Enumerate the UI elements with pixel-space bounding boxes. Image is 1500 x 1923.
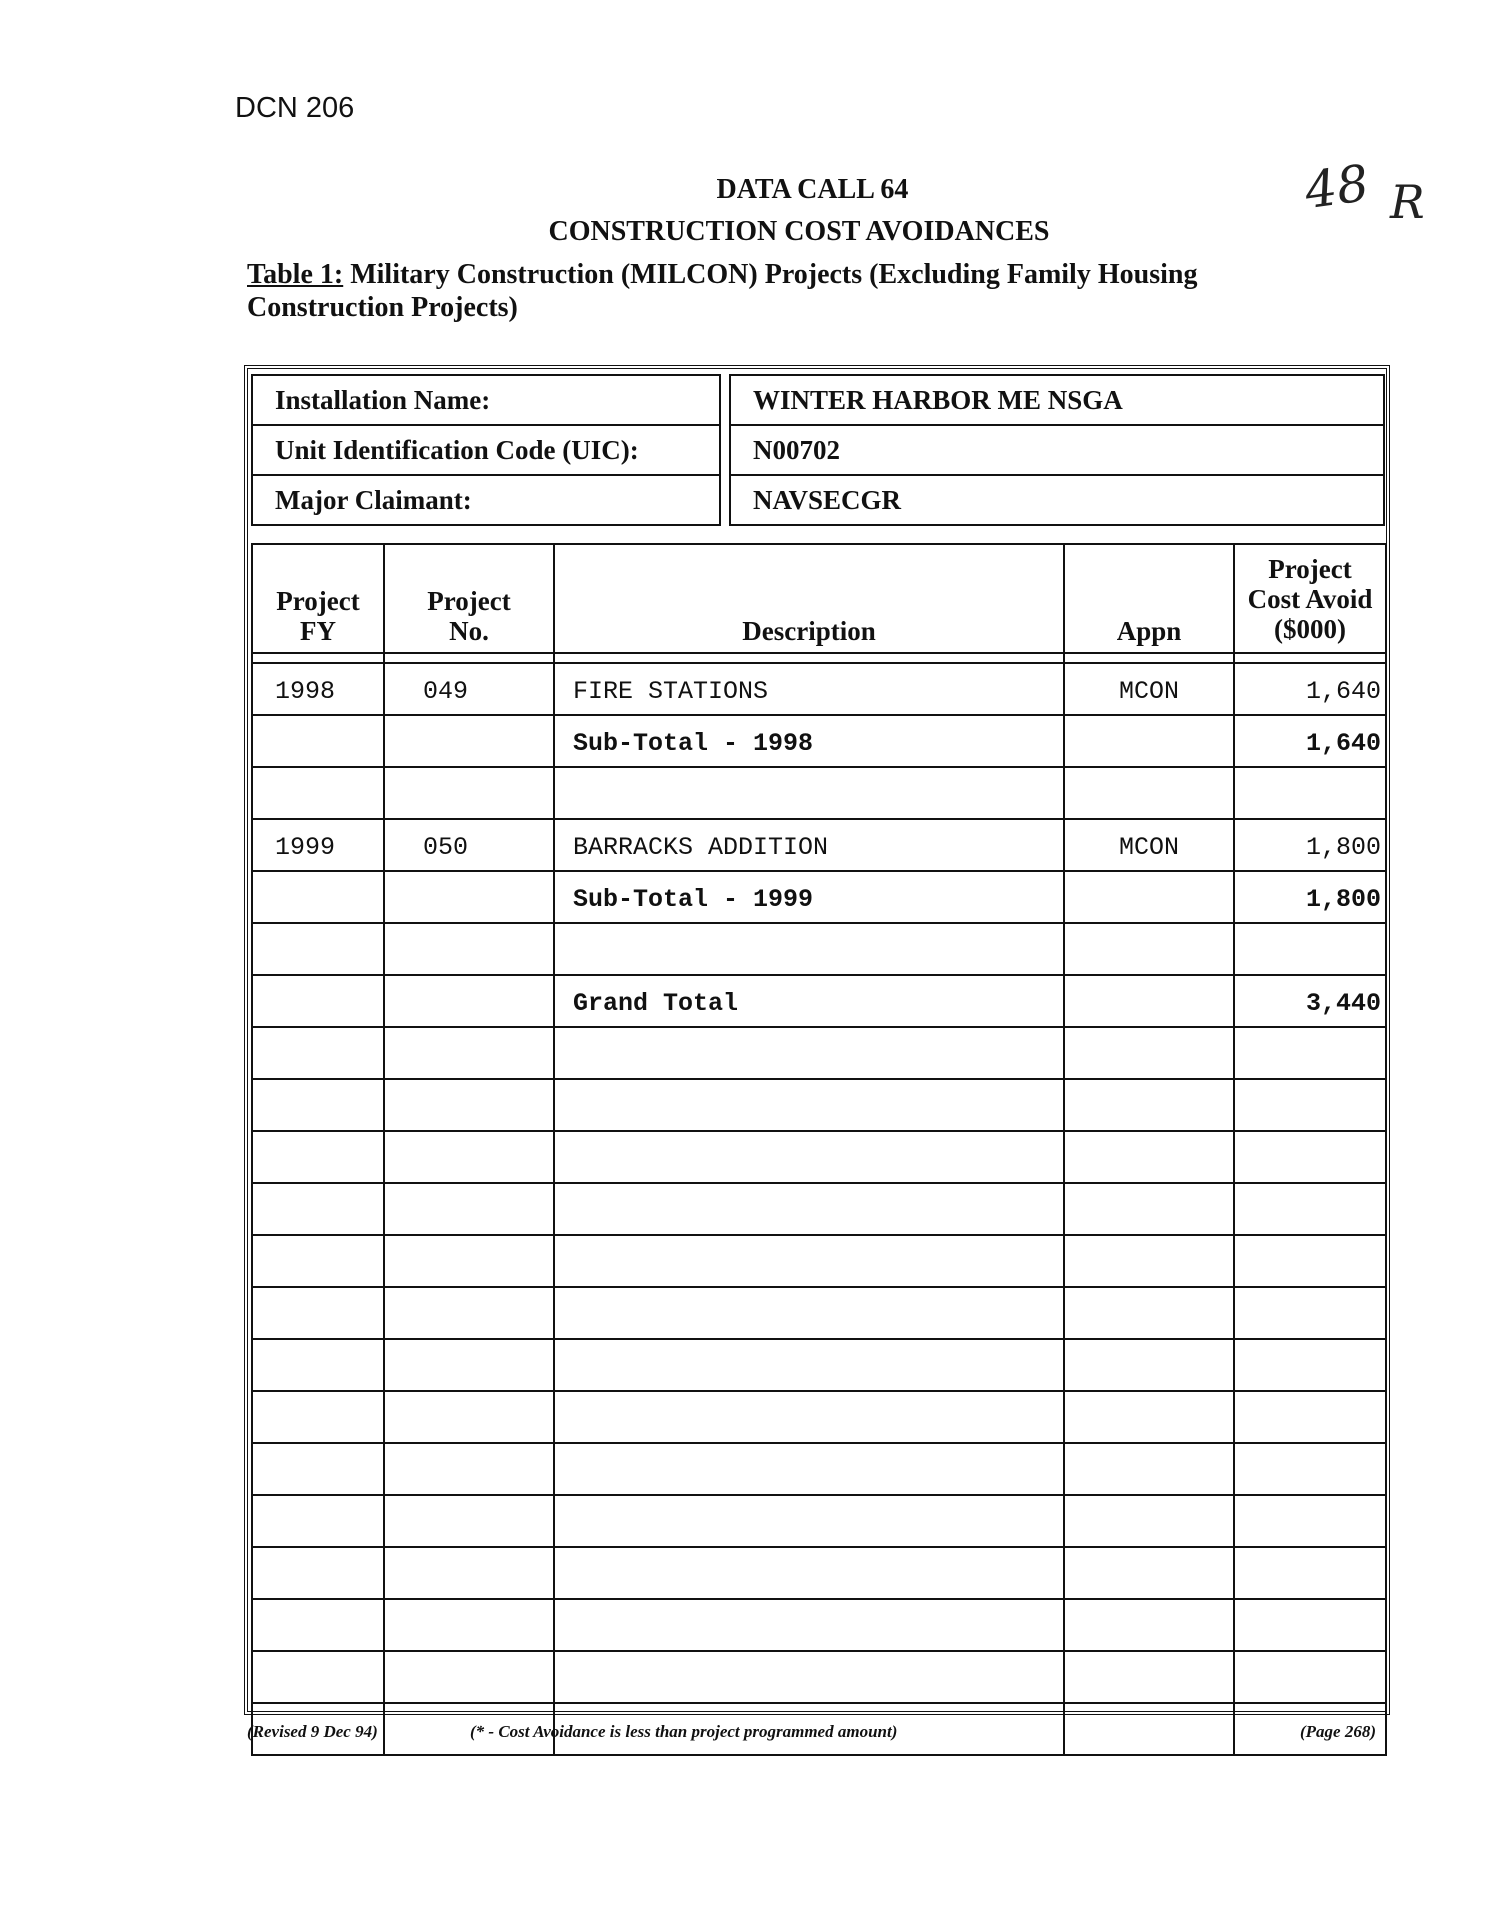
cell-appn <box>1064 1703 1234 1755</box>
cell-description <box>554 923 1064 975</box>
table-row <box>252 1651 1386 1703</box>
cell-project-no <box>384 1495 554 1547</box>
cell-project-no <box>384 1547 554 1599</box>
info-row <box>252 475 1384 525</box>
cell-description <box>554 1495 1064 1547</box>
cell-description <box>554 1131 1064 1183</box>
cell-cost-avoid: 3,440 <box>1234 975 1386 1027</box>
handwritten-letter: R <box>1390 175 1425 229</box>
table-row <box>252 871 1386 923</box>
column-header-project-fy <box>252 544 384 653</box>
cell-appn <box>1064 975 1234 1027</box>
column-header-line: Project <box>1268 553 1352 584</box>
cell-cost-avoid <box>1234 1027 1386 1079</box>
cell-project-no <box>384 1183 554 1235</box>
cell-appn <box>1064 1651 1234 1703</box>
cell-cost-avoid: 1,800 <box>1234 819 1386 871</box>
table-row <box>252 767 1386 819</box>
cell-appn <box>1064 871 1234 923</box>
installation-name-label: Installation Name: <box>252 375 720 425</box>
column-header-line: Project <box>276 586 360 616</box>
cell-project-fy <box>252 1183 384 1235</box>
cell-description <box>554 1547 1064 1599</box>
cell-project-fy <box>252 1339 384 1391</box>
cell-description <box>554 1287 1064 1339</box>
table-caption-text: Military Construction (MILCON) Projects (Excluding Family Housing Construction Projects) <box>247 259 1198 323</box>
cell-description: Sub-Total - 1998 <box>554 715 1064 767</box>
table-header-row <box>252 544 1386 653</box>
cell-cost-avoid <box>1234 767 1386 819</box>
cell-appn <box>1064 1027 1234 1079</box>
info-row <box>252 375 1384 425</box>
separator-cell <box>1064 653 1234 663</box>
page-subtitle: CONSTRUCTION COST AVOIDANCES <box>548 216 1050 247</box>
cell-cost-avoid <box>1234 1651 1386 1703</box>
cell-project-fy <box>252 1599 384 1651</box>
cell-project-fy <box>252 975 384 1027</box>
uic-label: Unit Identification Code (UIC): <box>252 425 720 475</box>
separator-cell <box>554 653 1064 663</box>
cell-project-no <box>384 975 554 1027</box>
cell-project-no <box>384 871 554 923</box>
table-row <box>252 1183 1386 1235</box>
table-row <box>252 1027 1386 1079</box>
cell-cost-avoid <box>1234 1547 1386 1599</box>
table-body <box>252 663 1386 1755</box>
cell-cost-avoid <box>1234 1183 1386 1235</box>
column-header-line: Cost Avoid <box>1247 583 1373 614</box>
cell-description: BARRACKS ADDITION <box>554 819 1064 871</box>
cell-appn <box>1064 715 1234 767</box>
info-row <box>252 425 1384 475</box>
info-gap <box>720 425 730 475</box>
cell-appn <box>1064 1079 1234 1131</box>
cell-project-fy <box>252 1547 384 1599</box>
info-gap <box>720 475 730 525</box>
column-header-appn: Appn <box>1064 544 1234 653</box>
uic-value: N00702 <box>730 425 1384 475</box>
cell-description <box>554 1599 1064 1651</box>
cell-appn <box>1064 1495 1234 1547</box>
cell-description <box>554 767 1064 819</box>
page-title: DATA CALL 64 <box>716 174 909 205</box>
cell-description: FIRE STATIONS <box>554 663 1064 715</box>
cell-project-no <box>384 1131 554 1183</box>
cell-cost-avoid: 1,640 <box>1234 663 1386 715</box>
cell-description: Grand Total <box>554 975 1064 1027</box>
cell-project-no <box>384 1599 554 1651</box>
cell-cost-avoid <box>1234 1495 1386 1547</box>
cell-project-no <box>384 767 554 819</box>
cell-project-no <box>384 1443 554 1495</box>
cell-description <box>554 1391 1064 1443</box>
cell-project-fy <box>252 1443 384 1495</box>
cell-project-no <box>384 1079 554 1131</box>
table-row <box>252 1547 1386 1599</box>
footer-note: (* - Cost Avoidance is less than project programmed amount) <box>470 1722 898 1741</box>
cell-project-fy <box>252 1391 384 1443</box>
column-header-line: No. <box>449 616 489 646</box>
cell-project-no: 050 <box>384 819 554 871</box>
cell-cost-avoid: 1,800 <box>1234 871 1386 923</box>
cell-project-no <box>384 1391 554 1443</box>
cell-description <box>554 1651 1064 1703</box>
header-separator-row <box>252 653 1386 663</box>
table-row <box>252 1235 1386 1287</box>
cell-project-fy: 1999 <box>252 819 384 871</box>
cell-project-fy <box>252 1131 384 1183</box>
cell-description <box>554 1027 1064 1079</box>
cell-cost-avoid <box>1234 1235 1386 1287</box>
projects-table <box>251 543 1387 1756</box>
table-row <box>252 923 1386 975</box>
cell-project-fy <box>252 1287 384 1339</box>
major-claimant-value: NAVSECGR <box>730 475 1384 525</box>
cell-appn <box>1064 1443 1234 1495</box>
cell-project-fy <box>252 1079 384 1131</box>
column-header-line: Project <box>427 586 511 616</box>
table-caption <box>247 258 1257 324</box>
table-label: Table 1: <box>247 259 344 290</box>
cell-cost-avoid <box>1234 1131 1386 1183</box>
cell-appn <box>1064 1339 1234 1391</box>
cell-project-no: 049 <box>384 663 554 715</box>
cell-project-fy <box>252 1495 384 1547</box>
cell-appn <box>1064 1287 1234 1339</box>
footer-page-number: (Page 268) <box>1300 1722 1377 1741</box>
cell-project-no <box>384 1339 554 1391</box>
installation-info-table <box>251 374 1385 526</box>
cell-appn <box>1064 767 1234 819</box>
cell-cost-avoid <box>1234 1339 1386 1391</box>
table-row <box>252 1131 1386 1183</box>
cell-project-fy: 1998 <box>252 663 384 715</box>
cell-cost-avoid <box>1234 923 1386 975</box>
column-header-project-no <box>384 544 554 653</box>
info-gap <box>720 375 730 425</box>
table-row <box>252 975 1386 1027</box>
separator-cell <box>384 653 554 663</box>
cell-project-fy <box>252 1235 384 1287</box>
cell-description <box>554 1443 1064 1495</box>
table-row <box>252 1079 1386 1131</box>
cell-project-fy <box>252 715 384 767</box>
cell-project-fy <box>252 767 384 819</box>
column-header-line: FY <box>300 616 336 646</box>
cell-description <box>554 1079 1064 1131</box>
footer-revised: (Revised 9 Dec 94) <box>247 1722 378 1741</box>
table-row <box>252 1443 1386 1495</box>
major-claimant-label: Major Claimant: <box>252 475 720 525</box>
cell-project-fy <box>252 871 384 923</box>
installation-name-value: WINTER HARBOR ME NSGA <box>730 375 1384 425</box>
cell-project-no <box>384 1027 554 1079</box>
table-row <box>252 715 1386 767</box>
table-row <box>252 819 1386 871</box>
column-header-description: Description <box>554 544 1064 653</box>
separator-cell <box>252 653 384 663</box>
separator-cell <box>1234 653 1386 663</box>
handwritten-number: 48 <box>1301 153 1373 221</box>
cell-cost-avoid: 1,640 <box>1234 715 1386 767</box>
table-row <box>252 1391 1386 1443</box>
cell-project-no <box>384 1651 554 1703</box>
table-row <box>252 1599 1386 1651</box>
cell-project-fy <box>252 1651 384 1703</box>
column-header-line: ($000) <box>1274 613 1346 644</box>
cell-appn <box>1064 1131 1234 1183</box>
cell-project-fy <box>252 923 384 975</box>
table-row <box>252 1495 1386 1547</box>
cell-project-no <box>384 923 554 975</box>
table-row <box>252 1287 1386 1339</box>
cell-cost-avoid <box>1234 1287 1386 1339</box>
cell-cost-avoid <box>1234 1599 1386 1651</box>
cell-description <box>554 1235 1064 1287</box>
cell-appn: MCON <box>1064 819 1234 871</box>
cell-description: Sub-Total - 1999 <box>554 871 1064 923</box>
cell-description <box>554 1339 1064 1391</box>
document-control-number: DCN 206 <box>235 92 355 124</box>
cell-cost-avoid <box>1234 1443 1386 1495</box>
cell-cost-avoid <box>1234 1391 1386 1443</box>
cell-project-no <box>384 1235 554 1287</box>
cell-appn: MCON <box>1064 663 1234 715</box>
cell-project-no <box>384 1287 554 1339</box>
cell-cost-avoid <box>1234 1079 1386 1131</box>
column-header-cost-avoid <box>1234 544 1386 653</box>
cell-description <box>554 1183 1064 1235</box>
cell-appn <box>1064 1391 1234 1443</box>
cell-appn <box>1064 923 1234 975</box>
cell-appn <box>1064 1547 1234 1599</box>
table-row <box>252 663 1386 715</box>
cell-appn <box>1064 1183 1234 1235</box>
cell-appn <box>1064 1599 1234 1651</box>
cell-appn <box>1064 1235 1234 1287</box>
cell-project-no <box>384 715 554 767</box>
table-row <box>252 1339 1386 1391</box>
cell-project-fy <box>252 1027 384 1079</box>
